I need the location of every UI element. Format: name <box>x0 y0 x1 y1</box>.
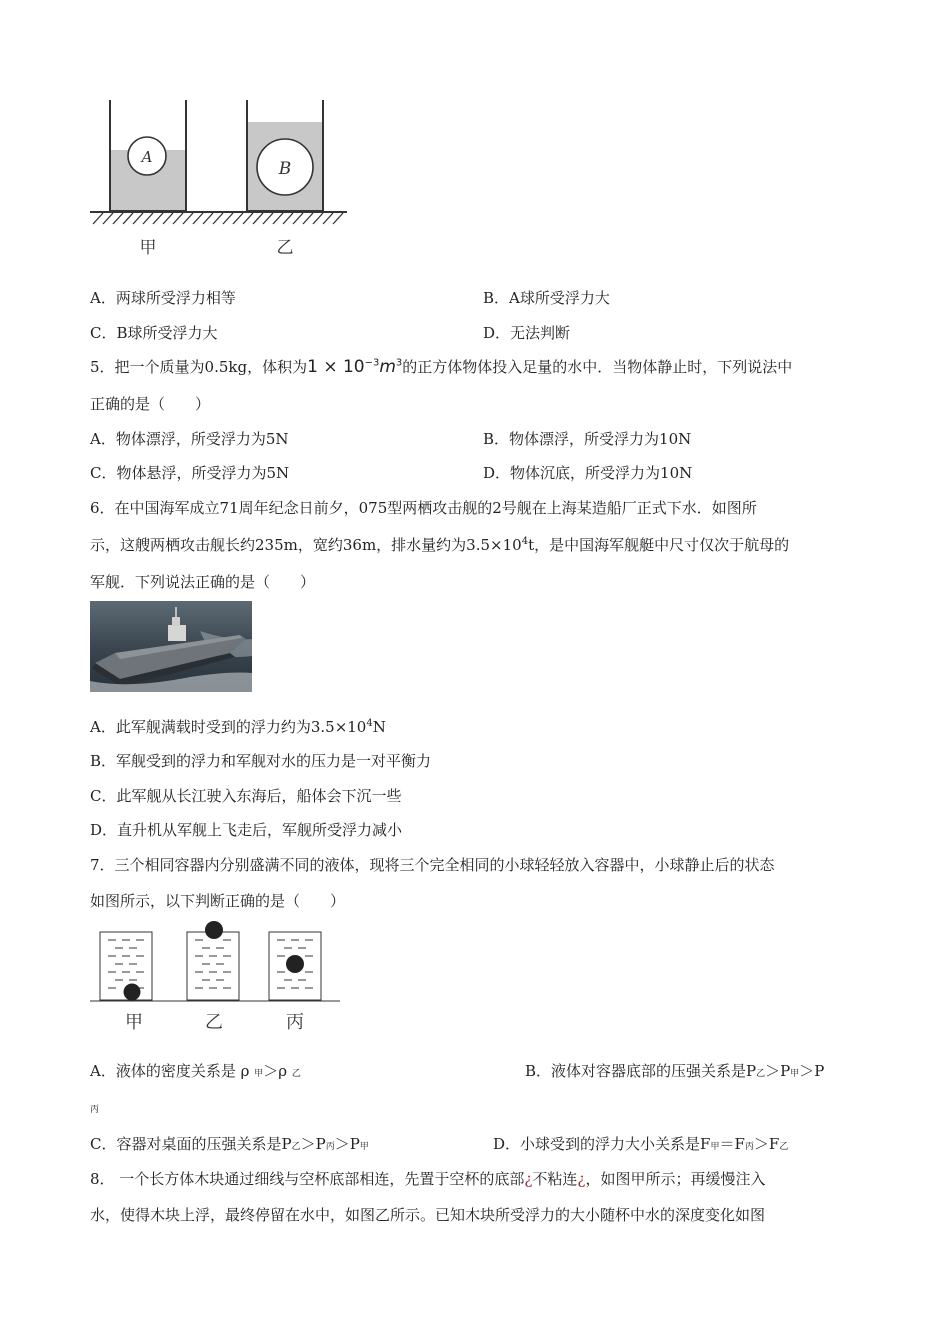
q5-option-b: B．物体漂浮，所受浮力为10N <box>483 430 692 448</box>
q4-option-d: D．无法判断 <box>483 324 571 342</box>
q7-label-yi: 乙 <box>205 1012 223 1033</box>
ball-b-label: B <box>278 159 292 179</box>
q7-stem-line1: 7．三个相同容器内分别盛满不同的液体，现将三个完全相同的小球轻轻放入容器中，小球静止后的状态 <box>90 856 775 874</box>
q8-stem-line1: 8． 一个长方体木块通过细线与空杯底部相连，先置于空杯的底部¿不粘连¿，如图甲所示；再缓慢注入 <box>90 1170 766 1188</box>
q4-option-a: A．两球所受浮力相等 <box>90 289 236 307</box>
q6-stem-line1: 6．在中国海军成立71周年纪念日前夕，075型两栖攻击舰的2号舰在上海某造船厂正式下水．如图所 <box>90 499 757 517</box>
q4-option-c: C．B球所受浮力大 <box>90 324 218 342</box>
q6-stem-line3: 军舰．下列说法正确的是（ ） <box>90 573 316 591</box>
q7-option-d: D．小球受到的浮力大小关系是F甲＝F丙＞F乙 <box>493 1135 789 1153</box>
q7-figure <box>88 918 344 1036</box>
ball-bing <box>286 955 304 973</box>
ball-a-label: A <box>141 148 153 166</box>
ground-hatching <box>93 213 343 224</box>
q5-option-c: C．物体悬浮，所受浮力为5N <box>90 464 290 482</box>
q4-option-b: B．A球所受浮力大 <box>483 289 610 307</box>
warship-photo <box>90 601 252 692</box>
q6-option-d: D．直升机从军舰上飞走后，军舰所受浮力减小 <box>90 821 403 839</box>
q7-label-jia: 甲 <box>125 1012 143 1033</box>
q6-option-b: B．军舰受到的浮力和军舰对水的压力是一对平衡力 <box>90 752 432 770</box>
q7-option-b: B．液体对容器底部的压强关系是P乙＞P甲＞P <box>525 1062 825 1080</box>
q7-label-bing: 丙 <box>286 1012 304 1033</box>
q7-stem-line2: 如图所示，以下判断正确的是（ ） <box>90 892 346 910</box>
q7-option-b-wrap: 丙 <box>90 1105 100 1115</box>
q8-stem-line2: 水，使得木块上浮，最终停留在水中，如图乙所示。已知木块所受浮力的大小随杯中水的深度变化如图 <box>90 1206 766 1224</box>
label-jia: 甲 <box>139 238 157 258</box>
q5-stem-line2: 正确的是（ ） <box>90 395 211 413</box>
q6-option-c: C．此军舰从长江驶入东海后，船体会下沉一些 <box>90 787 402 805</box>
container-yi <box>187 932 239 1000</box>
q5-option-a: A．物体漂浮，所受浮力为5N <box>90 430 289 448</box>
q7-option-a: A．液体的密度关系是 ρ 甲＞ρ 乙 <box>90 1062 301 1080</box>
q5-volume-formula: $1 \times 10^{-3}m^3$ <box>307 357 403 377</box>
ball-jia <box>124 984 141 1001</box>
label-yi: 乙 <box>276 238 294 258</box>
q4-figure <box>85 95 355 265</box>
q5-stem-pre: 5．把一个质量为0.5kg，体积为 <box>90 358 308 376</box>
ball-yi <box>205 921 223 939</box>
q5-stem-post: 的正方体物体投入足量的水中．当物体静止时，下列说法中 <box>402 358 793 376</box>
q6-option-a: A．此军舰满载时受到的浮力约为$3.5\times 10^4N$ <box>90 718 386 736</box>
q7-option-c: C．容器对桌面的压强关系是P乙＞P丙＞P甲 <box>90 1135 369 1153</box>
q5-option-d: D．物体沉底，所受浮力为10N <box>483 464 693 482</box>
liquid-dashes <box>108 940 313 988</box>
q5-stem-line1 <box>90 357 792 377</box>
q6-stem-line2: 示，这艘两栖攻击舰长约235m，宽约36m，排水量约为$3.5\times 10^4t$，是中国海军舰艇中尺寸仅次于航母的 <box>90 536 790 554</box>
